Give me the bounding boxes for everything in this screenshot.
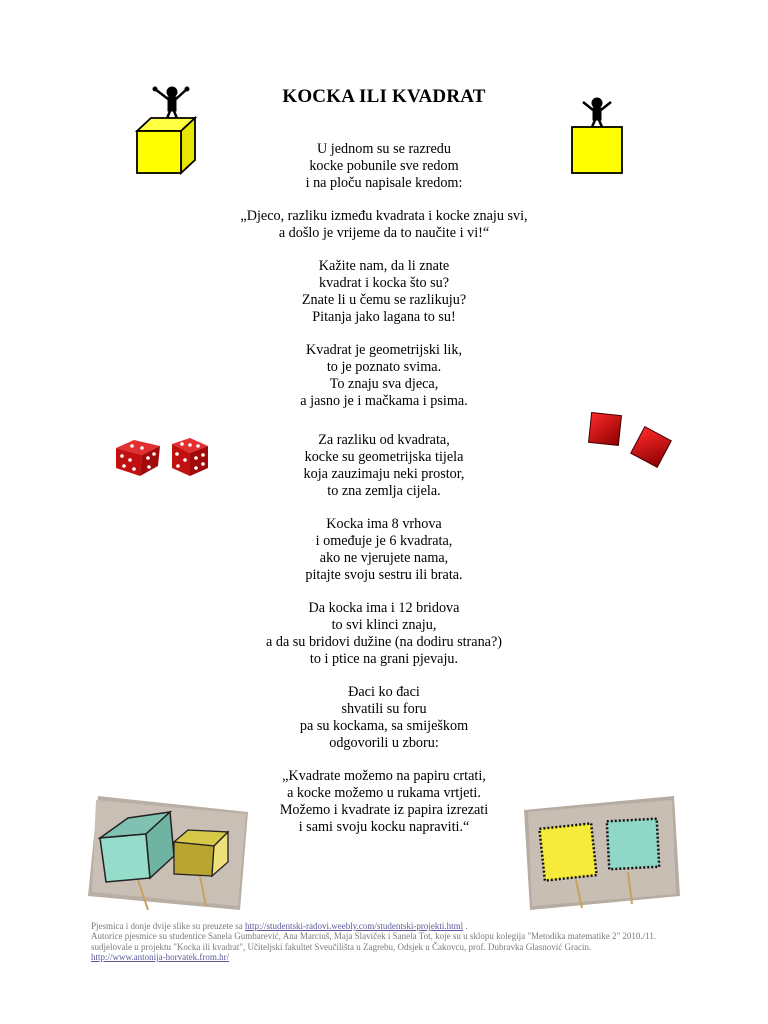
poem-line: odgovorili u zboru: bbox=[329, 735, 439, 751]
poem-stanza bbox=[0, 208, 768, 242]
poem-line: kocke su geometrijska tijela bbox=[304, 449, 464, 465]
red-square-icon bbox=[588, 412, 678, 468]
footer-authors: Autorice pjesmice su studentice Sanela Gumbarević, Ana Marciuš, Maja Slaviček i Sanela Tot, koje su u sklopu kolegija "Metodika matematike 2" 2010./11. sudjelovale u projektu "Kocka ili kvadrat", Učiteljski fakultet Sveučilišta u Zagrebu, Odsjek u Čakovcu, prof. Dubravka Glasnović Gracin. bbox=[91, 931, 657, 952]
footer-source-suffix: . bbox=[463, 921, 468, 931]
poem-line: a jasno je i mačkama i psima. bbox=[300, 393, 468, 409]
poem-line: Đaci ko đaci bbox=[348, 684, 420, 700]
poem-line: i sami svoju kocku napraviti.“ bbox=[298, 819, 470, 835]
poem-stanza bbox=[0, 141, 768, 192]
poem-line: shvatili su foru bbox=[341, 701, 427, 717]
site-link[interactable]: http://www.antonija-horvatek.from.hr/ bbox=[91, 952, 230, 963]
poem-line: to i ptice na grani pjevaju. bbox=[309, 651, 459, 667]
poem-line: Kažite nam, da li znate bbox=[318, 258, 450, 274]
poem-line: i omeđuje je 6 kvadrata, bbox=[315, 533, 453, 549]
poem-line: to svi klinci znaju, bbox=[331, 617, 437, 633]
cube-models-photo bbox=[88, 796, 248, 910]
poem-line: kocke pobunile sve redom bbox=[309, 158, 459, 174]
poem-line: pa su kockama, sa smiješkom bbox=[299, 718, 469, 734]
poem-stanza bbox=[0, 342, 768, 410]
square-models-photo bbox=[524, 796, 680, 910]
poem-line: a da su bridovi dužine (na dodiru strana?) bbox=[266, 634, 502, 650]
poem-line: pitajte svoju sestru ili brata. bbox=[305, 567, 463, 583]
poem-line: to je poznato svima. bbox=[326, 359, 442, 375]
child-on-cube-icon bbox=[135, 84, 199, 176]
poem-line: Pitanja jako lagana to su! bbox=[312, 309, 456, 325]
poem-line: i na ploču napisale kredom: bbox=[305, 175, 463, 191]
footer-site-line bbox=[91, 952, 691, 962]
footer-source-line bbox=[91, 921, 691, 931]
poem-line: ako ne vjerujete nama, bbox=[319, 550, 449, 566]
child-on-square-icon bbox=[570, 96, 624, 176]
poem-line: kvadrat i kocka što su? bbox=[318, 275, 449, 291]
footer-source-text: Pjesmica i donje dvije slike su preuzete sa bbox=[91, 921, 245, 931]
poem-line: „Kvadrate možemo na papiru crtati, bbox=[282, 768, 486, 784]
poem-stanza bbox=[0, 258, 768, 326]
poem-line: Kvadrat je geometrijski lik, bbox=[305, 342, 463, 358]
poem-line: koja zauzimaju neki prostor, bbox=[303, 466, 465, 482]
poem-line: „Djeco, razliku između kvadrata i kocke znaju svi, bbox=[240, 208, 528, 224]
poem-line: U jednom su se razredu bbox=[317, 141, 451, 157]
poem-line: to zna zemlja cijela. bbox=[327, 483, 441, 499]
poem-line: Za razliku od kvadrata, bbox=[318, 432, 450, 448]
poem-line: Možemo i kvadrate iz papira izrezati bbox=[279, 802, 489, 818]
dice-icon bbox=[112, 436, 212, 478]
poem-line: a kocke možemo u rukama vrtjeti. bbox=[287, 785, 481, 801]
page-title: KOCKA ILI KVADRAT bbox=[282, 86, 486, 107]
poem-line: a došlo je vrijeme da to naučite i vi!“ bbox=[278, 225, 490, 241]
poem bbox=[0, 141, 768, 852]
footer-credits bbox=[91, 921, 691, 963]
poem-line: To znaju sva djeca, bbox=[329, 376, 439, 392]
poem-stanza bbox=[0, 516, 768, 584]
poem-stanza bbox=[0, 684, 768, 752]
poem-line: Da kocka ima i 12 bridova bbox=[308, 600, 460, 616]
poem-line: Kocka ima 8 vrhova bbox=[326, 516, 442, 532]
poem-stanza bbox=[0, 600, 768, 668]
poem-line: Znate li u čemu se razlikuju? bbox=[301, 292, 467, 308]
source-link[interactable]: http://studentski-radovi.weebly.com/studentski-projekti.html bbox=[244, 921, 464, 931]
